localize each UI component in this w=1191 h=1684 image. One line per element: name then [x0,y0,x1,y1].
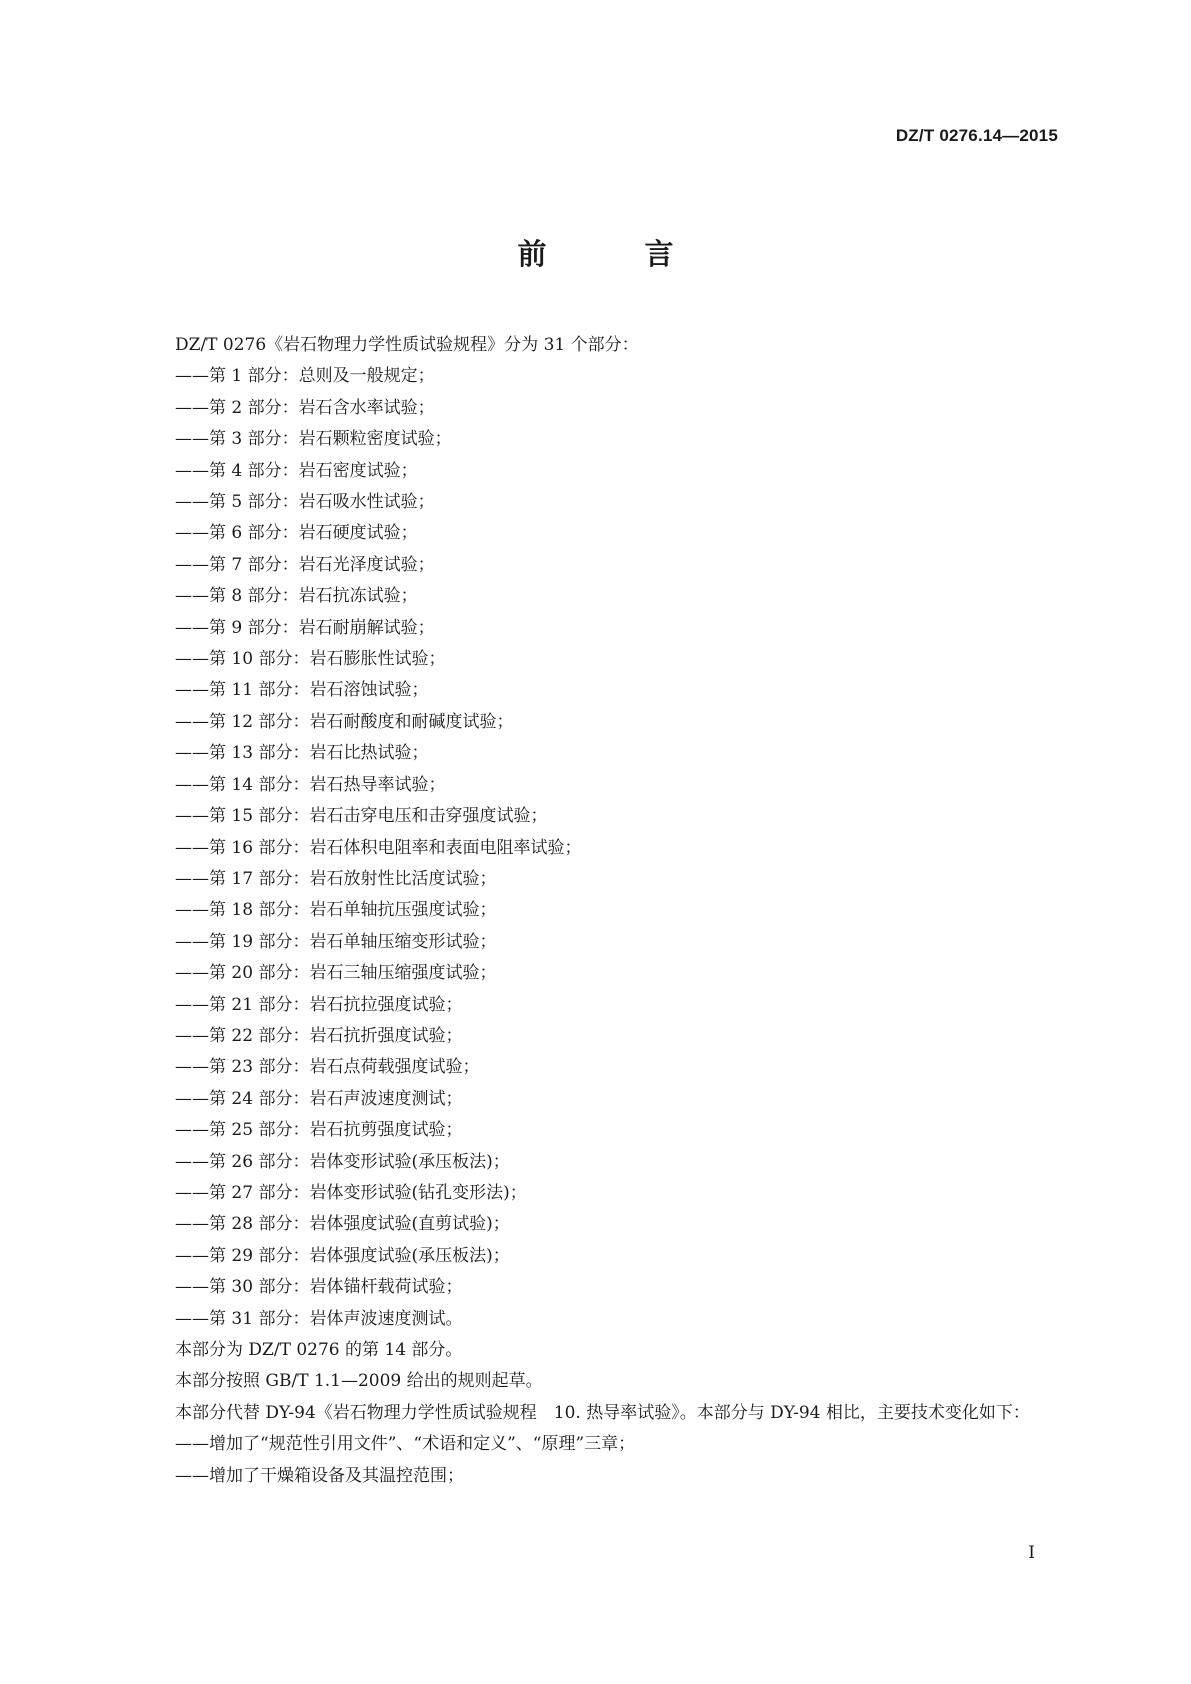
list-item: ——第 20 部分：岩石三轴压缩强度试验； [175,963,497,984]
list-item: ——第 6 部分：岩石硬度试验； [175,523,418,544]
list-item: ——第 2 部分：岩石含水率试验； [175,397,435,418]
list-item: ——第 22 部分：岩石抗折强度试验； [175,1025,463,1046]
list-item: ——第 19 部分：岩石单轴压缩变形试验； [175,931,497,952]
list-item: ——第 21 部分：岩石抗拉强度试验； [175,994,463,1015]
list-item: ——第 30 部分：岩体锚杆载荷试验； [175,1277,463,1298]
list-item: ——第 7 部分：岩石光泽度试验； [175,554,435,575]
list-item: ——增加了干燥箱设备及其温控范围； [175,1465,464,1486]
changes-list [133,1429,1059,1492]
parts-list [133,361,1059,1335]
foreword-body [133,330,1059,1492]
list-item: ——第 10 部分：岩石膨胀性试验； [175,649,446,670]
list-item: ——第 17 部分：岩石放射性比活度试验； [175,868,497,889]
list-item: ——第 5 部分：岩石吸水性试验； [175,492,435,513]
list-item: ——第 24 部分：岩石声波速度测试； [175,1088,463,1109]
page-title: 前 言 [517,237,718,271]
intro-paragraph: DZ/T 0276《岩石物理力学性质试验规程》分为 31 个部分： [175,335,639,355]
list-item: ——增加了“规范性引用文件”、“术语和定义”、“原理”三章； [175,1434,636,1455]
list-item: ——第 11 部分：岩石溶蚀试验； [175,680,429,701]
list-item: ——第 3 部分：岩石颗粒密度试验； [175,429,452,450]
page-number: I [1028,1543,1035,1563]
list-item: ——第 12 部分：岩石耐酸度和耐碱度试验； [175,711,514,732]
part-of-statement: 本部分为 DZ/T 0276 的第 14 部分。 [175,1340,463,1360]
list-item: ——第 25 部分：岩石抗剪强度试验； [175,1120,463,1141]
list-item: ——第 9 部分：岩石耐崩解试验； [175,617,435,638]
list-item: ——第 1 部分：总则及一般规定； [175,366,435,387]
list-item: ——第 15 部分：岩石击穿电压和击穿强度试验； [175,806,548,827]
standard-code: DZ/T 0276.14—2015 [895,126,1058,145]
list-item: ——第 8 部分：岩石抗冻试验； [175,586,418,607]
list-item: ——第 23 部分：岩石点荷载强度试验； [175,1057,480,1078]
list-item: ——第 28 部分：岩体强度试验(直剪试验)； [175,1214,510,1235]
list-item: ——第 31 部分：岩体声波速度测试。 [175,1308,463,1329]
list-item: ——第 4 部分：岩石密度试验； [175,460,418,481]
list-item: ——第 14 部分：岩石热导率试验； [175,774,446,795]
list-item: ——第 29 部分：岩体强度试验(承压板法)； [175,1245,510,1266]
drafting-rule-statement: 本部分按照 GB/T 1.1—2009 给出的规则起草。 [175,1371,543,1392]
list-item: ——第 18 部分：岩石单轴抗压强度试验； [175,900,497,921]
list-item: ——第 26 部分：岩体变形试验(承压板法)； [175,1151,510,1172]
list-item: ——第 27 部分：岩体变形试验(钻孔变形法)； [175,1182,527,1203]
replaces-statement: 本部分代替 DY-94《岩石物理力学性质试验规程 10. 热导率试验》。本部分与 DY-94 相比，主要技术变化如下： [175,1402,1030,1423]
list-item: ——第 13 部分：岩石比热试验； [175,743,429,764]
list-item: ——第 16 部分：岩石体积电阻率和表面电阻率试验； [175,837,582,858]
